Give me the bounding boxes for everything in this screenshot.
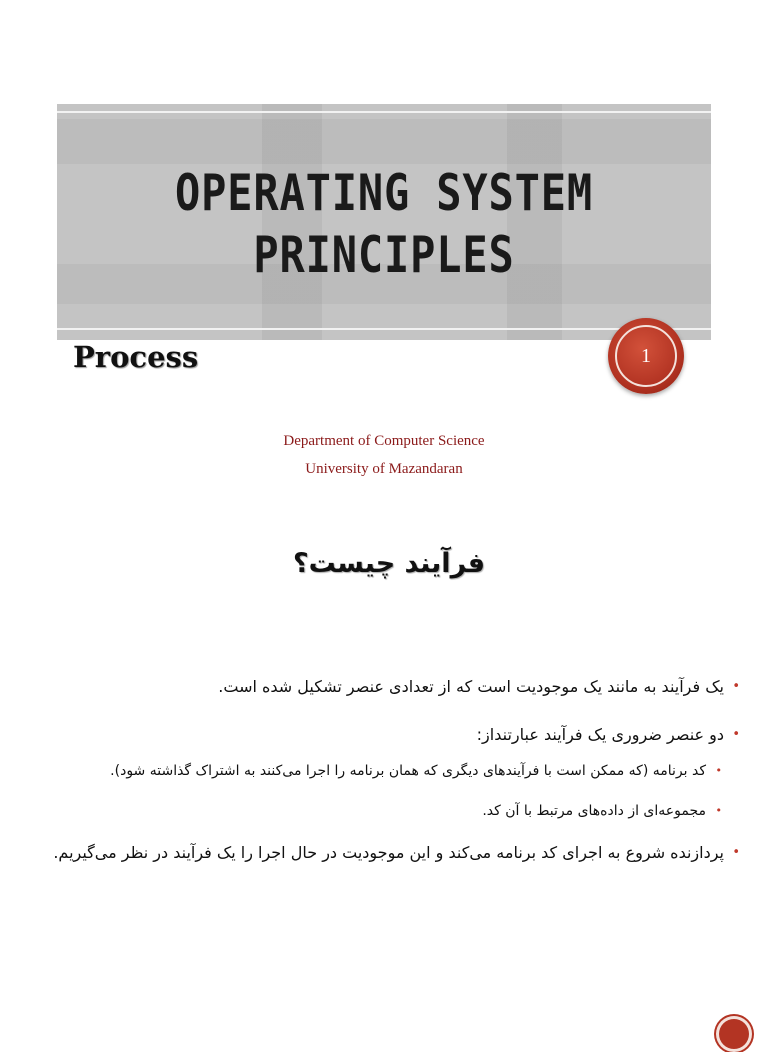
- bullet-item: [28, 836, 740, 870]
- bullet-text: پردازنده شروع به اجرای کد برنامه می‌کند و این موجودیت در حال اجرا را یک فرآیند در نظر می‌گیریم.: [53, 843, 724, 862]
- slide-heading: فرآیند چیست؟: [292, 548, 486, 579]
- bullet-dot-icon: •: [732, 679, 740, 694]
- slide-subtitle: Process: [73, 340, 199, 374]
- page-number-badge: [608, 318, 684, 394]
- bullet-item: [28, 718, 740, 752]
- bullet-list: [28, 670, 740, 884]
- bullet-item: [28, 670, 740, 704]
- sub-bullet-text: مجموعه‌ای از داده‌های مرتبط با آن کد.: [482, 803, 706, 819]
- title-banner: [57, 104, 711, 340]
- banner-top-rule: [57, 111, 711, 113]
- sub-bullet-item: [28, 756, 726, 786]
- sub-bullet-item: [28, 796, 726, 826]
- banner-title-line1: OPERATING SYSTEM: [174, 164, 594, 222]
- banner-title-line2: PRINCIPLES: [253, 226, 515, 284]
- bullet-dot-icon: •: [715, 764, 722, 777]
- bullet-dot-icon: •: [732, 845, 740, 860]
- department-name: Department of Computer Science: [283, 433, 485, 449]
- page-number-badge-partial: [716, 1016, 752, 1052]
- university-name: University of Mazandaran: [305, 461, 463, 477]
- bullet-dot-icon: •: [715, 804, 722, 817]
- bullet-dot-icon: •: [732, 727, 740, 742]
- content-slide: [0, 510, 768, 1024]
- bullet-text: یک فرآیند به مانند یک موجودیت است که از تعدادی عنصر تشکیل شده است.: [218, 677, 724, 696]
- page-number: 1: [641, 345, 651, 367]
- bullet-text: دو عنصر ضروری یک فرآیند عبارتنداز:: [476, 725, 724, 744]
- sub-bullet-text: کد برنامه (که ممکن است با فرآیندهای دیگری که همان برنامه را اجرا می‌کنند به اشتراک گذاشته شود).: [110, 763, 706, 779]
- title-slide: [0, 0, 768, 510]
